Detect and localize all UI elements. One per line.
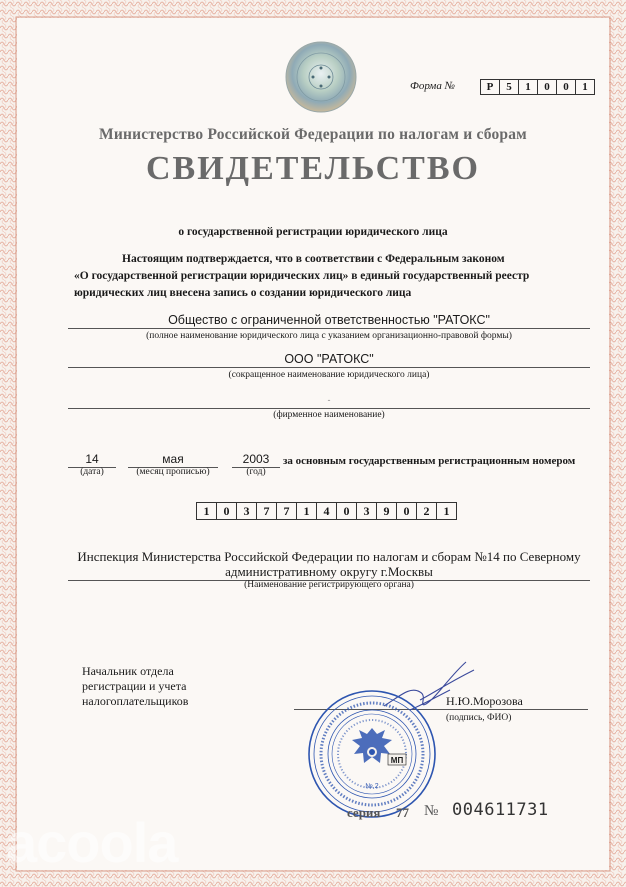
reg-number-text: за основным государственным регистрационным номером <box>283 455 576 467</box>
full-name-value: Общество с ограниченной ответственностью "РАТОКС" <box>68 312 590 329</box>
brand-name-value: - <box>68 392 590 409</box>
form-code-digit: 5 <box>500 80 519 94</box>
signer-name: Н.Ю.Морозова <box>446 694 523 708</box>
form-code-boxes <box>480 79 595 95</box>
series-value: 77 <box>396 805 409 820</box>
ogrn-digit: 0 <box>397 503 417 519</box>
authority-line: административному округу г.Москвы <box>225 564 433 579</box>
serial-number-label: № <box>424 803 439 819</box>
official-title-line: налогоплательщиков <box>82 694 189 708</box>
authority-name <box>68 549 590 581</box>
statement-line: юридических лиц внесена запись о создании юридического лица <box>74 287 412 299</box>
ogrn-digit: 2 <box>417 503 437 519</box>
reg-year-caption: (год) <box>246 467 266 477</box>
form-code-digit: 1 <box>582 81 588 93</box>
seal-number: № 2 <box>365 783 379 790</box>
ogrn-digit: 0 <box>217 503 237 519</box>
ogrn-digit: 3 <box>237 503 257 519</box>
authority-line: Инспекция Министерства Российской Федерации по налогам и сборам №14 по Северному <box>77 549 581 564</box>
short-name-caption: (сокращенное наименование юридического лица) <box>228 370 430 380</box>
statement-paragraph <box>74 251 594 302</box>
form-code-digit: Р <box>481 80 500 94</box>
ogrn-digit: 0 <box>337 503 357 519</box>
ogrn-digit: 7 <box>277 503 297 519</box>
full-name-caption: (полное наименование юридического лица с указанием организационно-правовой формы) <box>146 331 512 341</box>
seal-mp-label: МП <box>390 756 404 765</box>
reg-month: мая <box>128 452 218 468</box>
document-title: СВИДЕТЕЛЬСТВО <box>146 150 480 187</box>
authority-caption: (Наименование регистрирующего органа) <box>244 580 414 590</box>
reg-year: 2003 <box>232 452 280 468</box>
serial-number: 004611731 <box>452 800 549 820</box>
short-name-value: ООО "РАТОКС" <box>68 351 590 368</box>
ogrn-digit: 1 <box>443 504 450 518</box>
ministry-heading: Министерство Российской Федерации по налогам и сборам <box>99 126 527 143</box>
ogrn-digit: 1 <box>197 503 217 519</box>
statement-line: Настоящим подтверждается, что в соответствии с Федеральным законом <box>122 253 505 265</box>
ogrn-boxes <box>196 502 457 520</box>
ogrn-digit: 3 <box>357 503 377 519</box>
brand-name-caption: (фирменное наименование) <box>273 410 385 420</box>
ogrn-digit: 4 <box>317 503 337 519</box>
signer-caption: (подпись, ФИО) <box>446 713 512 723</box>
series-label: серия <box>347 805 381 820</box>
hologram-emblem <box>284 40 358 114</box>
form-code-digit: 0 <box>557 80 576 94</box>
official-seal <box>306 688 438 820</box>
watermark: acoola <box>6 811 178 874</box>
reg-day: 14 <box>68 452 116 468</box>
ogrn-digit: 1 <box>297 503 317 519</box>
reg-day-caption: (дата) <box>80 467 104 477</box>
reg-month-caption: (месяц прописью) <box>136 467 210 477</box>
form-code-digit: 0 <box>538 80 557 94</box>
official-title-line: Начальник отдела <box>82 664 174 678</box>
ogrn-digit: 9 <box>377 503 397 519</box>
form-code-digit: 1 <box>519 80 538 94</box>
statement-line: «О государственной регистрации юридических лиц» в единый государственный реестр <box>74 270 530 282</box>
official-title <box>82 664 188 709</box>
official-title-line: регистрации и учета <box>82 679 187 693</box>
ogrn-digit: 7 <box>257 503 277 519</box>
form-label: Форма № <box>410 80 455 92</box>
document-subtitle: о государственной регистрации юридического лица <box>178 226 448 238</box>
